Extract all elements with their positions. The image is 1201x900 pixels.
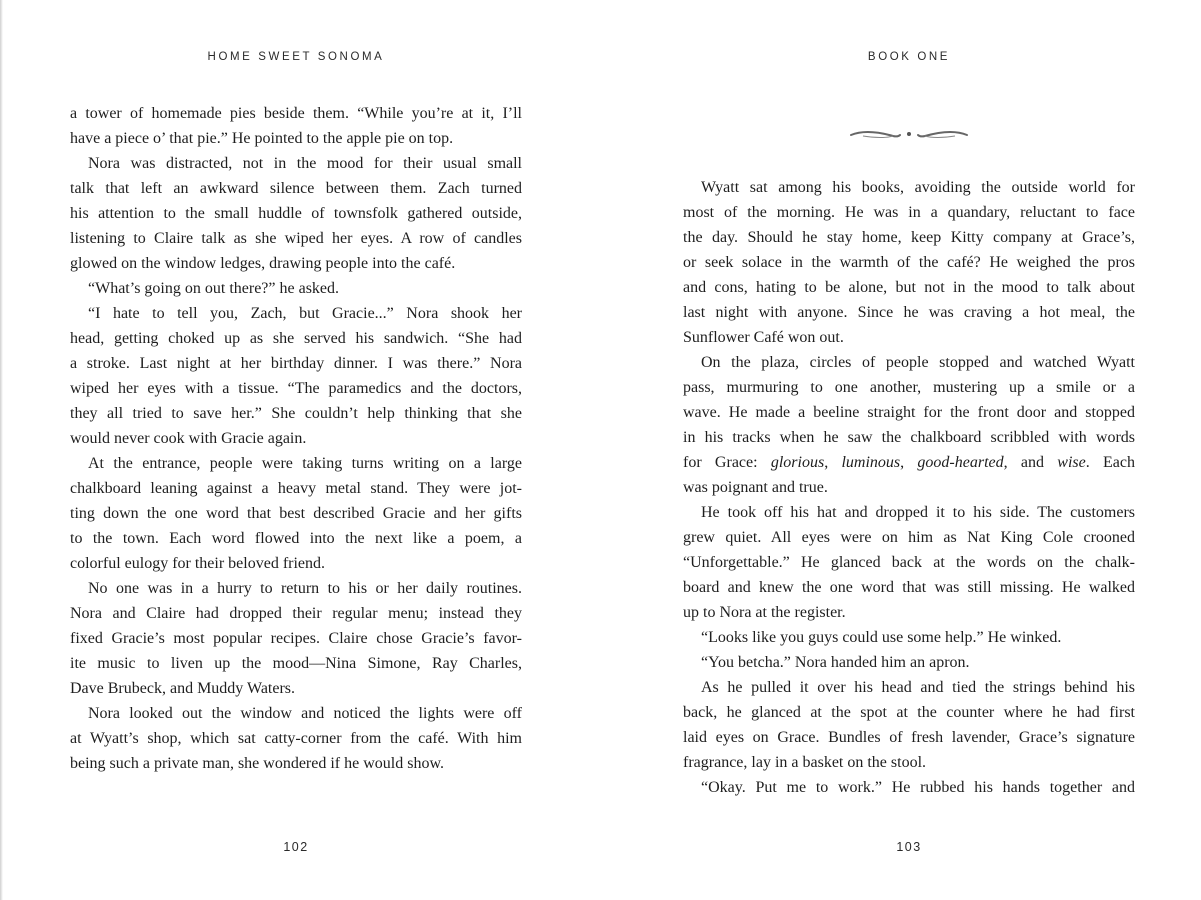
- text-line: listening to Claire talk as she wiped her eyes. A row of candles: [70, 230, 522, 247]
- text-line: “Okay. Put me to work.” He rubbed his hands together and: [701, 779, 1135, 796]
- text-line: [683, 450, 1135, 475]
- text-line: glowed on the window ledges, drawing people into the café.: [70, 255, 456, 272]
- text-line: talk that left an awkward silence between them. Zach turned: [70, 180, 522, 197]
- text-line: “You betcha.” Nora handed him an apron.: [701, 654, 970, 671]
- text-fragment: ,: [824, 454, 842, 471]
- text-line: wiped her eyes with a tissue. “The paramedics and the doctors,: [70, 380, 522, 397]
- text-line: ite music to liven up the mood—Nina Simone, Ray Charles,: [70, 655, 522, 672]
- text-line: No one was in a hurry to return to his or her daily routines.: [88, 580, 522, 597]
- text-line: in his tracks when he saw the chalkboard scribbled with words: [683, 429, 1135, 446]
- left-page-body-text: [70, 101, 522, 776]
- italic-word: wise: [1057, 454, 1086, 471]
- text-line: and cons, hating to be alone, but not in the mood to talk about: [683, 279, 1135, 296]
- text-line: fragrance, lay in a basket on the stool.: [683, 754, 927, 771]
- text-line: being such a private man, she wondered if he would show.: [70, 755, 444, 772]
- text-line: On the plaza, circles of people stopped and watched Wyatt: [701, 354, 1135, 371]
- text-line: have a piece o’ that pie.” He pointed to the apple pie on top.: [70, 130, 454, 147]
- page-number-left: 102: [283, 840, 309, 854]
- text-line: most of the morning. He was in a quandary, reluctant to face: [683, 204, 1135, 221]
- text-line: colorful eulogy for their beloved friend.: [70, 555, 326, 572]
- running-head-right: BOOK ONE: [867, 51, 951, 63]
- right-page-body-text: [683, 175, 1135, 800]
- text-line: fixed Gracie’s most popular recipes. Claire chose Gracie’s favor-: [70, 630, 522, 647]
- text-line: Nora was distracted, not in the mood for their usual small: [88, 155, 522, 172]
- text-line: a stroke. Last night at her birthday dinner. I was there.” Nora: [70, 355, 522, 372]
- text-line: or seek solace in the warmth of the café? He weighed the pros: [683, 254, 1135, 271]
- text-line: “Looks like you guys could use some help.” He winked.: [701, 629, 1062, 646]
- italic-word: good-hearted: [917, 454, 1004, 471]
- text-line: “Unforgettable.” He glanced back at the words on the chalk-: [683, 554, 1135, 571]
- text-line: “I hate to tell you, Zach, but Gracie...” Nora shook her: [88, 305, 522, 322]
- text-line: laid eyes on Grace. Bundles of fresh lavender, Grace’s signature: [683, 729, 1135, 746]
- text-line: Dave Brubeck, and Muddy Waters.: [70, 680, 296, 697]
- text-line: up to Nora at the register.: [683, 604, 846, 621]
- text-line: At the entrance, people were taking turns writing on a large: [88, 455, 522, 472]
- text-fragment: ,: [900, 454, 918, 471]
- text-line: they all tried to save her.” She couldn’t help thinking that she: [70, 405, 522, 422]
- text-line: would never cook with Gracie again.: [70, 430, 307, 447]
- page-number-right: 103: [896, 840, 922, 854]
- text-line: back, he glanced at the spot at the counter where he had first: [683, 704, 1135, 721]
- text-line: “What’s going on out there?” he asked.: [88, 280, 340, 297]
- text-line: As he pulled it over his head and tied the strings behind his: [701, 679, 1135, 696]
- text-line: Nora looked out the window and noticed the lights were off: [88, 705, 522, 722]
- italic-word: glorious: [770, 454, 825, 471]
- text-line: Nora and Claire had dropped their regular menu; instead they: [70, 605, 522, 622]
- text-line: the day. Should he stay home, keep Kitty company at Grace’s,: [683, 229, 1135, 246]
- text-line: was poignant and true.: [683, 479, 828, 496]
- scene-break-flourish-icon: [849, 126, 969, 144]
- text-line: chalkboard leaning against a heavy metal stand. They were jot-: [70, 480, 522, 497]
- text-line: pass, murmuring to one another, mustering up a smile or a: [683, 379, 1135, 396]
- text-fragment: . Each: [1085, 454, 1135, 471]
- text-line: his attention to the small huddle of townsfolk gathered outside,: [70, 205, 522, 222]
- text-line: Wyatt sat among his books, avoiding the outside world for: [701, 179, 1135, 196]
- italic-word: luminous: [841, 454, 901, 471]
- page-edge-shadow: [0, 0, 3, 900]
- text-line: head, getting choked up as she served his sandwich. “She had: [70, 330, 522, 347]
- right-page: [683, 0, 1135, 900]
- text-line: Sunflower Café won out.: [683, 329, 844, 346]
- text-fragment: for Grace:: [683, 454, 771, 471]
- left-page: [70, 0, 522, 900]
- text-fragment: , and: [1003, 454, 1058, 471]
- text-line: a tower of homemade pies beside them. “While you’re at it, I’ll: [70, 105, 522, 122]
- text-line: at Wyatt’s shop, which sat catty-corner from the café. With him: [70, 730, 522, 747]
- text-line: He took off his hat and dropped it to his side. The customers: [701, 504, 1135, 521]
- text-line: to the town. Each word flowed into the next like a poem, a: [70, 530, 522, 547]
- running-head-left: HOME SWEET SONOMA: [207, 51, 385, 63]
- text-line: wave. He made a beeline straight for the front door and stopped: [683, 404, 1135, 421]
- text-line: board and knew the one word that was still missing. He walked: [683, 579, 1135, 596]
- text-line: last night with anyone. Since he was craving a hot meal, the: [683, 304, 1135, 321]
- text-line: grew quiet. All eyes were on him as Nat King Cole crooned: [683, 529, 1135, 546]
- text-line: ting down the one word that best described Gracie and her gifts: [70, 505, 522, 522]
